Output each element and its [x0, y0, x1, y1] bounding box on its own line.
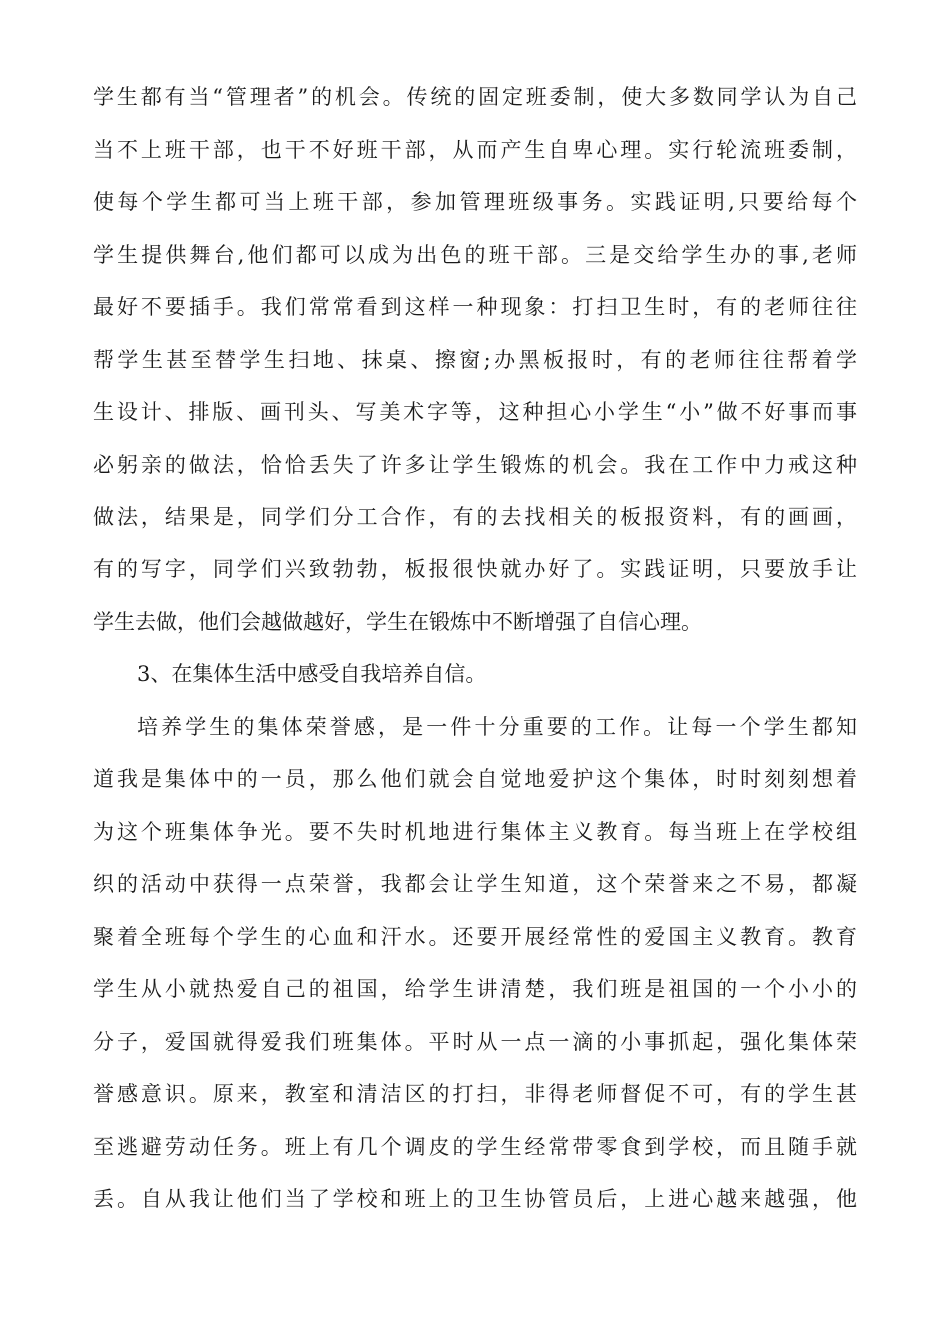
- text-line: 学生去做，他们会越做越好，学生在锻炼中不断增强了自信心理。: [93, 610, 702, 634]
- text-line: 誉感意识。原来，教室和清洁区的打扫，非得老师督促不可，有的学生甚: [93, 1082, 857, 1106]
- text-line: 至逃避劳动任务。班上有几个调皮的学生经常带零食到学校，而且随手就: [93, 1135, 857, 1159]
- text-line: 聚着全班每个学生的心血和汗水。还要开展经常性的爱国主义教育。教育: [93, 925, 857, 949]
- text-line: 学生都有当“管理者”的机会。传统的固定班委制，使大多数同学认为自己: [93, 85, 857, 109]
- text-line: 分子，爱国就得爱我们班集体。平时从一点一滴的小事抓起，强化集体荣: [93, 1030, 857, 1054]
- text-line: 有的写字，同学们兴致勃勃，板报很快就办好了。实践证明，只要放手让: [93, 557, 857, 581]
- text-line: 培养学生的集体荣誉感，是一件十分重要的工作。让每一个学生都知: [137, 715, 857, 739]
- text-line: 学生提供舞台,他们都可以成为出色的班干部。三是交给学生办的事,老师: [93, 243, 857, 267]
- text-line: 当不上班干部，也干不好班干部，从而产生自卑心理。实行轮流班委制，: [93, 138, 857, 162]
- text-line: 必躬亲的做法，恰恰丢失了许多让学生锻炼的机会。我在工作中力戒这种: [93, 453, 857, 477]
- text-line: 生设计、排版、画刊头、写美术字等，这种担心小学生“小”做不好事而事: [93, 400, 857, 424]
- text-line: 丢。自从我让他们当了学校和班上的卫生协管员后，上进心越来越强，他: [93, 1187, 857, 1211]
- text-line: 最好不要插手。我们常常看到这样一种现象：打扫卫生时，有的老师往往: [93, 295, 857, 319]
- text-line: 道我是集体中的一员，那么他们就会自觉地爱护这个集体，时时刻刻想着: [93, 767, 857, 791]
- text-line: 为这个班集体争光。要不失时机地进行集体主义教育。每当班上在学校组: [93, 820, 857, 844]
- text-line: 帮学生甚至替学生扫地、抹桌、擦窗;办黑板报时，有的老师往往帮着学: [93, 348, 857, 372]
- text-line: 织的活动中获得一点荣誉，我都会让学生知道，这个荣誉来之不易，都凝: [93, 872, 857, 896]
- text-line: 做法，结果是，同学们分工合作，有的去找相关的板报资料，有的画画，: [93, 505, 857, 529]
- text-line: 学生从小就热爱自己的祖国，给学生讲清楚，我们班是祖国的一个小小的: [93, 977, 857, 1001]
- text-line: 使每个学生都可当上班干部，参加管理班级事务。实践证明,只要给每个: [93, 190, 857, 214]
- section-heading: 3、在集体生活中感受自我培养自信。: [137, 662, 487, 686]
